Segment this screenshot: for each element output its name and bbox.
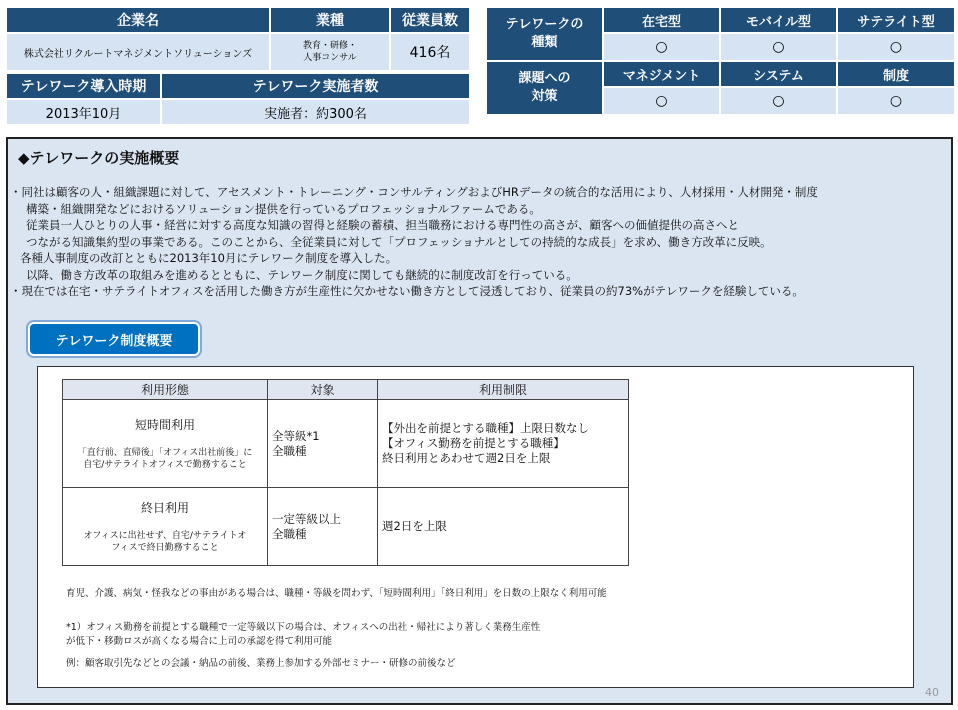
usage-mode-desc: 自宅/サテライトオフィスで勤務すること	[83, 460, 247, 470]
usage-mode-name: 短時間利用	[134, 418, 195, 432]
usage-header-target: 対象	[268, 380, 378, 400]
employees-value: 416名	[390, 33, 470, 71]
industry-line2: 人事コンサル	[303, 53, 357, 63]
usage-header-mode: 利用形態	[63, 380, 268, 400]
intro-period-value: 2013年10月	[6, 99, 161, 125]
usage-target: 全職種	[272, 526, 307, 541]
issues-label	[486, 61, 603, 115]
issue-value-system: ○	[720, 87, 837, 115]
type-value-home: ○	[603, 33, 720, 61]
issue-header-management: マネジメント	[603, 61, 720, 87]
usage-limit: 週2日を上限	[382, 519, 447, 533]
participants-header: テレワーク実施者数	[161, 73, 470, 99]
system-overview-label: テレワーク制度概要	[28, 322, 200, 356]
intro-line: 以降、働き方改革の取組みを進めるとともに、テレワーク制度に関しても継続的に制度改訂を行っている。	[26, 267, 578, 282]
usage-limit-cell	[378, 400, 629, 488]
participants-value: 実施者：約300名	[161, 99, 470, 125]
usage-table	[62, 379, 629, 566]
telework-overview-panel	[6, 137, 953, 705]
industry-line1: 教育・研修・	[302, 41, 357, 51]
usage-mode-desc: 「直行前、直帰後」「オフィス出社前後」に	[77, 448, 253, 458]
usage-mode-cell	[63, 488, 268, 566]
intro-line: 各種人事制度の改訂とともに2013年10月にテレワーク制度を導入した。	[20, 251, 398, 265]
type-header-home: 在宅型	[603, 7, 720, 33]
table-row	[63, 400, 629, 488]
intro-line: 構築・組織開発などにおけるソリューション提供を行っているプロフェッショナルファームである。	[26, 201, 541, 216]
usage-limit-cell	[378, 488, 629, 566]
usage-note: 育児、介護、病気・怪我などの事由がある場合は、職種・等級を問わず、「短時間利用」「終日利用」を日数の上限なく利用可能	[66, 588, 607, 599]
issue-value-management: ○	[603, 87, 720, 115]
example-note: 例：顧客取引先などとの会議・納品の前後、業務上参加する外部セミナー・研修の前後など	[66, 658, 456, 669]
usage-header-limit: 利用制限	[378, 380, 629, 400]
type-value-satellite: ○	[837, 33, 955, 61]
types-label-line2: 種類	[531, 35, 558, 50]
footnote-line: *1）オフィス勤務を前提とする職種で一定等級以下の場合は、オフィスへの出社・帰社により著しく業務生産性	[66, 622, 541, 633]
usage-target-cell	[268, 400, 378, 488]
usage-target: 一定等級以上	[272, 511, 341, 526]
usage-limit: 【オフィス勤務を前提とする職種】	[382, 436, 565, 450]
industry-value	[270, 33, 390, 71]
telework-type-table	[485, 6, 956, 116]
industry-header: 業種	[270, 7, 390, 33]
intro-line: 従業員一人ひとりの人事・経営に対する高度な知識の習得と経験の蓄積、担当職務における専門性の高さが、顧客への価値提供の高さへと	[26, 218, 739, 232]
issues-label-line1: 課題への	[518, 71, 571, 86]
employees-header: 従業員数	[390, 7, 470, 33]
usage-mode-cell	[63, 400, 268, 488]
page-number: 40	[925, 686, 939, 699]
company-header: 企業名	[6, 7, 270, 33]
usage-mode-desc: オフィスに出社せず、自宅/サテライトオ	[83, 531, 247, 541]
issue-value-policy: ○	[837, 87, 955, 115]
issue-header-policy: 制度	[837, 61, 955, 87]
intro-line: つながる知識集約型の事業である。このことから、全従業員に対して「プロフェッショナルとしての持続的な成長」を求め、働き方改革に反映。	[26, 234, 772, 249]
types-label	[486, 7, 603, 61]
intro-line: ・同社は顧客の人・組織課題に対して、アセスメント・トレーニング・コンサルティングおよびHRデータの統合的な活用により、人材採用・人材開発・制度	[10, 185, 818, 199]
company-info-table	[5, 6, 471, 72]
usage-limit: 終日利用とあわせて週2日を上限	[382, 451, 551, 465]
types-label-line1: テレワークの	[505, 17, 584, 32]
usage-target: 全等級*1	[272, 428, 320, 443]
footnote-line: が低下・移動ロスが高くなる場合に上司の承認を得て利用可能	[66, 636, 333, 647]
type-header-mobile: モバイル型	[720, 7, 837, 33]
intro-line: ・現在では在宅・サテライトオフィスを活用した働き方が生産性に欠かせない働き方として浸透しており、従業員の約73%がテレワークを経験している。	[10, 284, 804, 298]
panel-title: ◆テレワークの実施概要	[18, 149, 180, 167]
usage-mode-desc: フィスで終日勤務すること	[111, 543, 219, 553]
usage-mode-name: 終日利用	[140, 501, 189, 515]
usage-target: 全職種	[272, 443, 307, 458]
issue-header-system: システム	[720, 61, 837, 87]
company-name: 株式会社リクルートマネジメントソリューションズ	[6, 33, 270, 71]
intro-period-header: テレワーク導入時期	[6, 73, 161, 99]
usage-target-cell	[268, 488, 378, 566]
table-row	[63, 488, 629, 566]
type-header-satellite: サテライト型	[837, 7, 955, 33]
usage-limit: 【外出を前提とする職種】上限日数なし	[382, 421, 589, 435]
intro-text	[10, 184, 945, 300]
intro-info-table	[5, 72, 471, 126]
issues-label-line2: 対策	[531, 89, 558, 104]
system-detail-box	[37, 366, 914, 688]
type-value-mobile: ○	[720, 33, 837, 61]
